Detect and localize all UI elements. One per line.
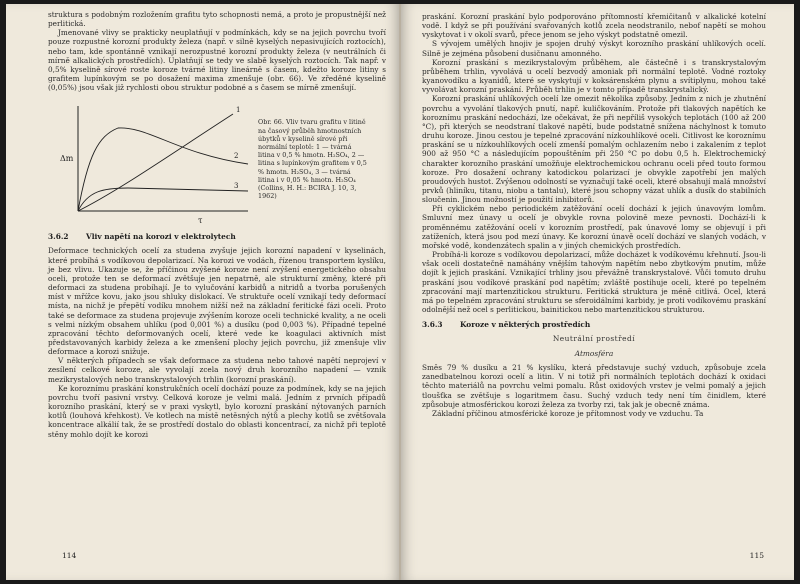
left-page: [6, 4, 400, 580]
section-heading: [48, 232, 386, 241]
book-gutter: [399, 4, 401, 580]
paragraph: V některých případech se však deformace za studena nebo tahové napětí neprojeví v zesílení celkové koroze, ale vyvolají zcela nový druh korozního napadení — vznik mezikrystalových nebo transkrystalových trhlin (korozní praskání).: [48, 356, 386, 384]
section-title: Koroze v některých prostředích: [460, 320, 591, 330]
paragraph: Korozní praskání uhlíkových ocelí lze omezit několika způsoby. Jedním z nich je zhutnění povrchu a vyvolání tlakových pnutí, např. kuličkováním. Protože při tlakových napětích ke koroznímu praskání nedochází, lze očekávat, že při nepříliš vysokých teplotách (100 až 200 °C), při kterých se neodstraní tlakové napětí, bude podstatně snížena náchylnost k tomuto druhu koroze. Jinou cestou je tepelné zpracování nízkouhlíkové oceli. Citlivost ke koroznímu praskání se u nízkouhlíkových ocelí zmenší pomalým ochlazením nebo i zakalením z teplot 900 až 950 °C a následujícím popouštěním při 250 °C po dobu 0,5 h. Elektrochemický charakter korozního praskání umožňuje elektrochemickou ochranu oceli před touto formou koroze. Pro dosažení ochrany katodickou polarizací je obvykle zapotřebí jen malých proudových hustot. Zvýšenou odolností se vyznačují také oceli, které obsahují malá množství prvků (hliníku, titanu, niobu a tantalu), které jsou schopny vázat uhlík a dusík do stabilních sloučenin. Jinou možností je použití inhibitorů.: [422, 94, 766, 205]
book-spread: [6, 4, 794, 580]
figure-caption: Obr. 66. Vliv tvaru grafitu v litině na časový průběh hmotnostních úbytků v kyselině sírové při normální teplotě: 1 — tvárná litina v 0,5 % hmotn. H₂SO₄, 2 — litina s lupínkovým grafitem v 0,5 % hmotn. H₂SO₄, 3 — tvárná litina i v 0,05 % hmotn. H₂SO₄ (Collins, H. H.: BCIRA J. 10, 3, 1962): [258, 118, 367, 201]
paragraph: Směs 79 % dusíku a 21 % kyslíku, která představuje suchý vzduch, způsobuje zcela zanedbatelnou korozi ocelí a litin. V ni totiž při normálních teplotách dochází k oxidaci těchto materiálů na povrchu velmi pomalu. Růst oxidových vrstev je velmi pomalý a jejich tloušťka se zvětšuje s logaritmem času. Suchý vzduch tedy není tím činidlem, které způsobuje atmosférickou korozi železa za tvorby rzi, tak jak je obecně známa.: [422, 363, 766, 409]
section-number: 3.6.2: [48, 232, 69, 242]
paragraph: Probíhá-li koroze s vodíkovou depolarizací, může docházet k vodíkovému křehnutí. Jsou-li však oceli dostatečně namáhány vnějším tahovým napětím nebo zbytkovým pnutím, může dojít k jejich praskání. Vznikající trhliny jsou převážně transkrystalové. Vůči tomuto druhu praskání jsou vodíkové praskání pod napětím; zvláště postihuje oceli, které po tepelném zpracování mají martenzitickou strukturu. Feritická struktura je méně citlivá. Ocel, která má po tepelném zpracování strukturu se sferoidálními karbidy, je proti vodíkovému praskání odolnější než ocel s perlitickou, bainitickou nebo martenzitickou strukturou.: [422, 250, 766, 314]
paragraph: Korozní praskání s mezikrystalovým průběhem, ale částečně i s transkrystalovým průběhem trhlin, vyvolává u ocelí bezvodý amoniak při normální teplotě. Vodné roztoky kyanovodíku a kyanidů, které se vyskytují v koksárenském plynu a svítiplynu, mohou také vyvolávat korozní praskání. Průběh trhlin je v tomto případě transkrystalický.: [422, 57, 766, 95]
curve-1: [78, 114, 233, 211]
paragraph: S vývojem umělých hnojiv je spojen druhý výskyt korozního praskání uhlíkových ocelí. Silně je zejména působení dusičnanu amonného.: [422, 39, 766, 58]
page-number: 114: [62, 551, 77, 560]
paragraph: Deformace technických ocelí za studena zvyšuje jejich korozní napadení v kyselinách, které probíhá s vodíkovou depolarizací. Na korozi ve vodách, řízenou transportem kyslíku, je bez vlivu. Ukazuje se, že příčinou zvýšené koroze není zvýšení energetického obsahu oceli, protože ten se deformací zvětšuje jen nepatrně, ale strukturní změny, které při deformaci za studena probíhají. Je to vylučování karbidů a nitridů a tvorba porušených míst v mřížce kovu, jako jsou shluky dislokací. Ve struktuře ocelí vznikají tedy deformací místa, na nichž je přepětí vodíku mnohem nižší než na základní feritické fázi oceli. Proto také se deformace za studena projevuje zvýšením koroze oceli technické kvality, a ne oceli s velmi nízkým obsahem uhlíku (pod 0,001 %) a dusíku (pod 0,003 %). Případné tepelné zpracování těchto deformovaných ocelí, které vede ke koagulaci aktivních míst představovaných karbidy železa a ke zmenšení plochy jejich povrchu, již zmenšuje vliv deformace a korozi snižuje.: [48, 246, 386, 357]
page-number: 115: [749, 551, 764, 560]
section-number: 3.6.3: [422, 320, 443, 330]
paragraph: Při cyklickém nebo periodickém zatěžování ocelí dochází k jejich únavovým lomům. Smluvní mez únavy u ocelí je obvykle rovna polovině meze pevnosti. Dochází-li k proměnnému zatěžování ocelí v korozním prostředí, pak únavové lomy se objevují i při zatíženích, která jsou pod mezí únavy. Ke korozní únavě ocelí dochází ve slaných vodách, v mořské vodě, kondenzátech spalin a v jiných chemických prostředích.: [422, 204, 766, 250]
paragraph: praskání. Korozní praskání bylo podporováno přítomností křemičitanů v alkalické kotelní vodě. I když se při používání svařovaných kotlů zcela neodstranilo, nebof napětí se mohou vyskytovat i v okolí svarů, přece jenom se jeho výskyt podstatně omezil.: [422, 12, 766, 40]
y-axis-label: Δm: [60, 154, 74, 164]
paragraph: struktura s podobným rozložením grafitu tyto schopnosti nemá, a proto je propustnější než perlitická.: [48, 10, 386, 29]
curve-label: 3: [234, 182, 239, 191]
curve-label: 1: [236, 106, 241, 115]
paragraph: Základní příčinou atmosférické koroze je přítomnost vody ve vzduchu. Ta: [432, 408, 704, 418]
subheading: Neutrální prostředí: [552, 334, 636, 344]
subsubheading: Atmosféra: [574, 349, 614, 359]
curve-3: [78, 188, 248, 211]
x-axis-label: τ: [198, 216, 203, 226]
paragraph: Ke koroznímu praskání konstrukčních ocelí dochází pouze za podmínek, kdy se na jejich povrchu tvoří pasivní vrstvy. Celková koroze je velmi malá. Jedním z prvních případů korozního praskání, který se v praxi vyskytl, bylo korozní praskání nýtovaných parních kotlů (louhová křehkost). Ve kotlech na místě netěsných nýtů a plechy kotlů se zvětšovala koncentrace alkálií tak, že se prostředí dostalo do oblasti koncentrací, za nichž při teplotě stěny mohlo dojít ke korozi: [48, 383, 386, 439]
figure-plot: [48, 96, 258, 226]
curve-label: 2: [234, 152, 239, 161]
section-title: Vliv napětí na korozi v elektrolytech: [86, 232, 236, 242]
figure-66: [48, 96, 386, 226]
section-heading: [422, 320, 766, 329]
right-page: [400, 4, 794, 580]
paragraph: Jmenované vlivy se prakticky neuplatňují v podmínkách, kdy se na jejich povrchu tvoří pouze rozpustné korozní produkty železa (např. v silně kyselých nepasivujících roztocích), nebo tam, kde spontánně vznikají nerozpustné korozní produkty železa (v neutrálních či mírně alkalických prostředích). Uplatňují se tedy ve slabě kyselých roztocích. Tak např. v 0,5% kyselině sírové roste koroze tvárné litiny lineárně s časem, kdežto koroze litiny s grafitem lupínkovým se po dosažení maxima zmenšuje (obr. 66). Ve zředěné kyselině (0,05%) jsou však již rychlosti obou struktur podobné a s časem se mírně zmenšují.: [48, 28, 386, 93]
curve-2: [78, 128, 248, 211]
